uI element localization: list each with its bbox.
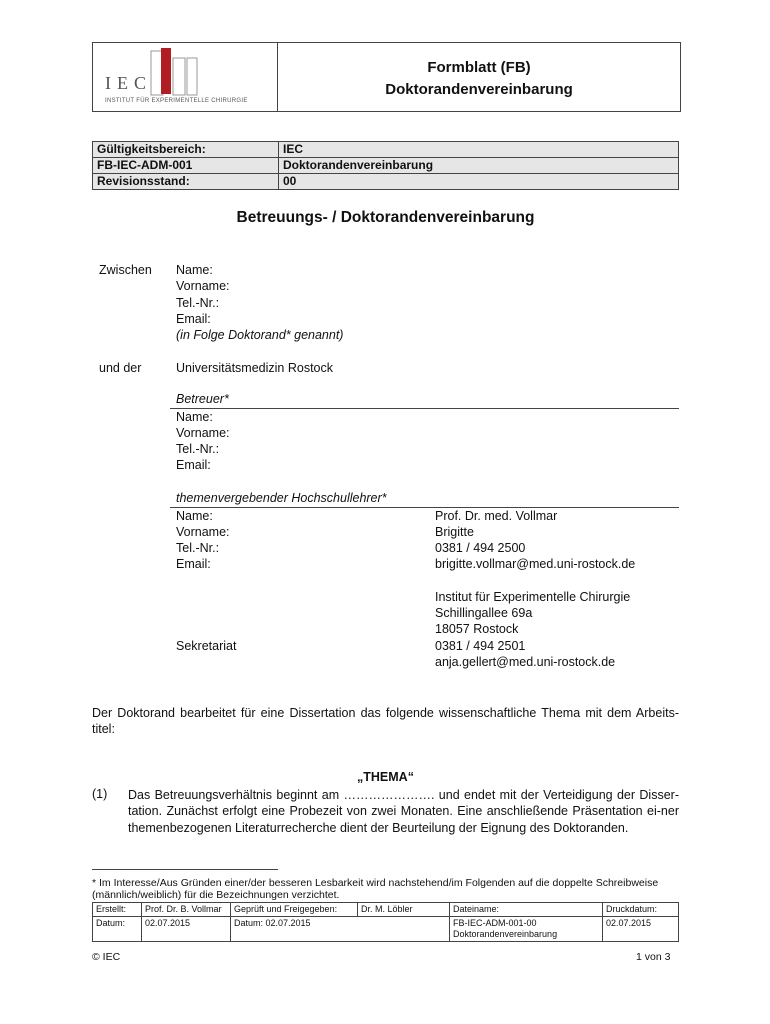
doktorand-note: (in Folge Doktorand* genannt) (176, 328, 344, 342)
page-number: 1 von 3 (636, 951, 671, 963)
footnote: * Im Interesse/Aus Gründen einer/der besseren Lesbarkeit wird nachstehend/im Folgenden auf die doppelte Schreibweise (männlich/weiblich) für die Bezeichnungen verzichtet. (92, 877, 659, 901)
logo-subtitle: INSTITUT FÜR EXPERIMENTELLE CHIRURGIE (105, 98, 248, 104)
hl-vorname-label: Vorname: (176, 525, 230, 539)
sekretariat-tel: 0381 / 494 2501 (435, 639, 526, 653)
header-box (92, 42, 681, 112)
footer-cell: 02.07.2015 (603, 917, 679, 942)
header-title (278, 43, 680, 111)
footer-cell: Datum: (93, 917, 142, 942)
footer-cell: Druckdatum: (603, 903, 679, 917)
betreuer-name-label: Name: (176, 410, 213, 424)
hl-vorname-value: Brigitte (435, 525, 474, 539)
footnote-rule (92, 869, 278, 870)
institution-name: Universitätsmedizin Rostock (176, 361, 333, 375)
footer-cell: 02.07.2015 (142, 917, 231, 942)
info-row (93, 142, 679, 158)
info-cell: 00 (279, 174, 679, 190)
footer-cell: Datum: 02.07.2015 (231, 917, 450, 942)
dateiname-line-1: FB-IEC-ADM-001-00 (453, 918, 537, 928)
logo-text: IEC (105, 73, 152, 93)
clause-text: Das Betreuungsverhältnis beginnt am …………………. und endet mit der Verteidigung der Disser-tation. Zunächst erfolgt eine Probezeit von zwei Monaten. Eine anschließende Präsentation ei-ner themenbezogenen Literaturrecherche dient der Beurteilung der Eignung des Doktoranden. (128, 788, 679, 835)
footer-row (93, 917, 679, 942)
betreuer-tel-label: Tel.-Nr.: (176, 442, 220, 456)
info-cell: Gültigkeitsbereich: (93, 142, 279, 158)
copyright: © IEC (92, 951, 121, 963)
title-line-2: Doktorandenvereinbarung (385, 81, 573, 98)
info-row (93, 158, 679, 174)
info-cell: Revisionsstand: (93, 174, 279, 190)
hl-name-value: Prof. Dr. med. Vollmar (435, 509, 558, 523)
sekretariat-email: anja.gellert@med.uni-rostock.de (435, 655, 616, 669)
info-cell: FB-IEC-ADM-001 (93, 158, 279, 174)
thema-heading: „THEMA“ (357, 770, 414, 784)
doktorand-name-label: Name: (176, 263, 213, 277)
sekretariat-label: Sekretariat (176, 639, 237, 653)
betreuer-vorname-label: Vorname: (176, 426, 230, 440)
info-cell: IEC (279, 142, 679, 158)
footer-cell: Geprüft und Freigegeben: (231, 903, 358, 917)
betreuer-rule (170, 408, 679, 409)
hl-name-label: Name: (176, 509, 213, 523)
hl-email-label: Email: (176, 557, 211, 571)
hl-email-value: brigitte.vollmar@med.uni-rostock.de (435, 557, 636, 571)
footer-cell: Prof. Dr. B. Vollmar (142, 903, 231, 917)
info-table (92, 141, 679, 190)
hl-tel-value: 0381 / 494 2500 (435, 541, 526, 555)
footer-row (93, 903, 679, 917)
address-line-1: Institut für Experimentelle Chirurgie (435, 590, 631, 604)
hl-tel-label: Tel.-Nr.: (176, 541, 220, 555)
zwischen-label: Zwischen (99, 263, 152, 277)
footer-table (92, 902, 679, 942)
und-der-label: und der (99, 361, 142, 375)
address-line-2: Schillingallee 69a (435, 606, 533, 620)
clause-number: (1) (92, 787, 108, 801)
title-line-1: Formblatt (FB) (427, 59, 531, 76)
footer-cell: Erstellt: (93, 903, 142, 917)
address-line-3: 18057 Rostock (435, 622, 519, 636)
doktorand-email-label: Email: (176, 312, 211, 326)
info-row (93, 174, 679, 190)
footer-cell: Dr. M. Löbler (358, 903, 450, 917)
intro-paragraph: Der Doktorand bearbeitet für eine Dissertation das folgende wissenschaftliche Thema mit dem Arbeits-titel: (92, 706, 679, 737)
iec-logo (93, 43, 278, 111)
hochschullehrer-heading: themenvergebender Hochschullehrer* (176, 491, 387, 505)
info-cell: Doktorandenvereinbarung (279, 158, 679, 174)
hochschullehrer-rule (170, 507, 679, 508)
betreuer-heading: Betreuer* (176, 392, 229, 406)
footer-cell (450, 917, 603, 942)
dateiname-line-2: Doktorandenvereinbarung (453, 929, 558, 939)
betreuer-email-label: Email: (176, 458, 211, 472)
footer-cell: Dateiname: (450, 903, 603, 917)
main-heading: Betreuungs- / Doktorandenvereinbarung (236, 209, 535, 226)
doktorand-tel-label: Tel.-Nr.: (176, 296, 220, 310)
doktorand-vorname-label: Vorname: (176, 279, 230, 293)
